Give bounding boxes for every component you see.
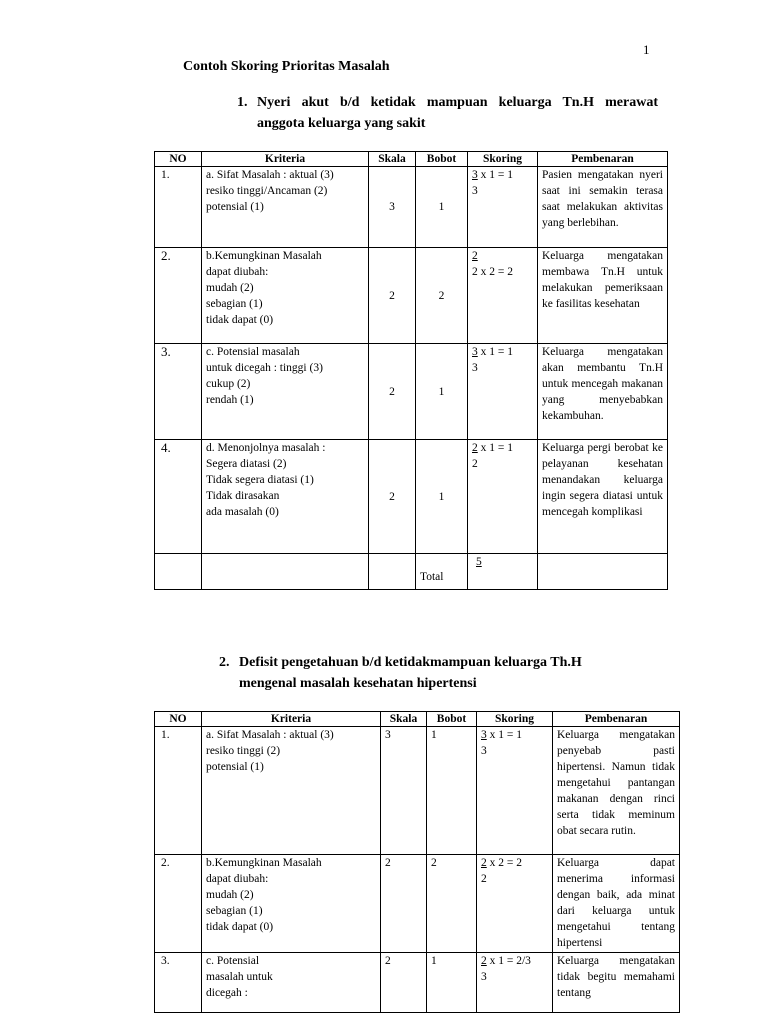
priority-scoring-table-2 (154, 711, 680, 1013)
total-value: 5 (476, 556, 482, 568)
score-formula: x 1 = 1 (477, 442, 513, 454)
row-number: 2. (155, 855, 202, 953)
justification-cell: Keluarga mengatakan akan membantu Tn.H untuk mencegah makanan yang menyebabkan kekambuhan. (538, 344, 668, 440)
header-bobot: Bobot (416, 152, 468, 167)
header-no: NO (155, 712, 202, 727)
score-cell (468, 248, 538, 344)
criteria-line: tidak dapat (0) (206, 314, 274, 326)
score-denominator: 2 (472, 458, 478, 470)
row-number: 1. (155, 727, 202, 855)
score-formula: x 1 = 1 (486, 729, 522, 741)
header-skoring: Skoring (477, 712, 553, 727)
criteria-cell (202, 727, 381, 855)
criteria-line: cukup (2) (206, 378, 251, 390)
scale-value: 2 (381, 953, 427, 1013)
score-numerator: 3 (472, 346, 478, 358)
criteria-line: mudah (2) (206, 889, 254, 901)
row-number: 1. (155, 167, 202, 248)
header-kriteria: Kriteria (202, 152, 369, 167)
score-cell (468, 167, 538, 248)
header-skala: Skala (381, 712, 427, 727)
criteria-line: Tidak dirasakan (206, 490, 280, 502)
row-number: 4. (155, 440, 202, 554)
criteria-line: dapat diubah: (206, 266, 269, 278)
row-number: 3. (155, 344, 202, 440)
priority-scoring-table-1 (154, 151, 668, 590)
criteria-line: a. Sifat Masalah : aktual (3) (206, 169, 334, 181)
weight-value: 1 (427, 727, 477, 855)
header-skala: Skala (369, 152, 416, 167)
section-1-title-line-1: Nyeri akut b/d ketidak mampuan keluarga Tn.H merawat (257, 95, 658, 110)
justification-cell: Keluarga dapat menerima informasi dengan baik, ada minat dari keluarga untuk mengetahui tentang hipertensi (553, 855, 680, 953)
scale-value: 2 (381, 855, 427, 953)
criteria-line: c. Potensial masalah (206, 346, 300, 358)
score-cell (477, 855, 553, 953)
page-number: 1 (643, 42, 650, 57)
empty-cell (155, 554, 202, 590)
row-number: 3. (155, 953, 202, 1013)
total-row (155, 554, 668, 590)
score-denominator: 3 (481, 971, 487, 983)
row-number: 2. (155, 248, 202, 344)
criteria-line: b.Kemungkinan Masalah (206, 250, 322, 262)
criteria-line: masalah untuk (206, 971, 273, 983)
criteria-line: dapat diubah: (206, 873, 269, 885)
header-kriteria: Kriteria (202, 712, 381, 727)
justification-cell: Keluarga mengatakan tidak begitu memahami tentang (553, 953, 680, 1013)
criteria-cell (202, 344, 369, 440)
criteria-line: Segera diatasi (2) (206, 458, 287, 470)
score-numerator: 2 (472, 250, 478, 262)
score-cell (468, 344, 538, 440)
table-row (155, 727, 680, 855)
score-formula: x 1 = 1 (477, 346, 513, 358)
criteria-line: tidak dapat (0) (206, 921, 274, 933)
criteria-line: sebagian (1) (206, 905, 263, 917)
criteria-line: potensial (1) (206, 761, 264, 773)
score-denominator: 2 (481, 873, 487, 885)
section-2-title (219, 652, 659, 694)
justification-cell: Pasien mengatakan nyeri saat ini semakin terasa saat melakukan aktivitas yang berlebihan. (538, 167, 668, 248)
empty-cell (369, 554, 416, 590)
header-skoring: Skoring (468, 152, 538, 167)
justification-cell: Keluarga mengatakan membawa Tn.H untuk melakukan pemeriksaan ke fasilitas kesehatan (538, 248, 668, 344)
score-cell (477, 953, 553, 1013)
criteria-line: potensial (1) (206, 201, 264, 213)
weight-value: 1 (416, 344, 468, 440)
criteria-line: b.Kemungkinan Masalah (206, 857, 322, 869)
table-row (155, 167, 668, 248)
weight-value: 2 (427, 855, 477, 953)
score-cell (468, 440, 538, 554)
header-pembenaran: Pembenaran (553, 712, 680, 727)
table-header-row (155, 152, 668, 167)
score-formula: x 1 = 1 (477, 169, 513, 181)
criteria-line: d. Menonjolnya masalah : (206, 442, 326, 454)
score-denominator: 3 (472, 362, 478, 374)
criteria-line: ada masalah (0) (206, 506, 279, 518)
table-row (155, 855, 680, 953)
score-numerator: 3 (481, 729, 487, 741)
score-formula: x 1 = 2/3 (486, 955, 531, 967)
score-cell (477, 727, 553, 855)
score-numerator: 3 (472, 169, 478, 181)
criteria-line: c. Potensial (206, 955, 260, 967)
total-value-cell (468, 554, 538, 590)
criteria-cell (202, 440, 369, 554)
criteria-line: resiko tinggi (2) (206, 745, 281, 757)
header-no: NO (155, 152, 202, 167)
empty-cell (202, 554, 369, 590)
criteria-line: dicegah : (206, 987, 248, 999)
criteria-line: mudah (2) (206, 282, 254, 294)
header-pembenaran: Pembenaran (538, 152, 668, 167)
section-1-number: 1. (237, 95, 248, 110)
table-row (155, 344, 668, 440)
section-2-title-line-1: Defisit pengetahuan b/d ketidakmampuan keluarga Th.H (239, 655, 582, 670)
scale-value: 2 (369, 248, 416, 344)
scale-value: 2 (369, 344, 416, 440)
table-row (155, 248, 668, 344)
criteria-line: sebagian (1) (206, 298, 263, 310)
criteria-line: Tidak segera diatasi (1) (206, 474, 314, 486)
score-numerator: 2 (481, 857, 487, 869)
criteria-cell (202, 248, 369, 344)
justification-cell: Keluarga mengatakan penyebab pasti hipertensi. Namun tidak mengetahui pantangan makanan dengan rinci serta tidak meminum obat secara rutin. (553, 727, 680, 855)
weight-value: 2 (416, 248, 468, 344)
weight-value: 1 (427, 953, 477, 1013)
section-2-number: 2. (219, 655, 230, 670)
score-denominator: 3 (472, 185, 478, 197)
criteria-line: resiko tinggi/Ancaman (2) (206, 185, 328, 197)
weight-value: 1 (416, 440, 468, 554)
table-row (155, 440, 668, 554)
section-2-title-line-2: mengenal masalah kesehatan hipertensi (239, 676, 477, 691)
score-denominator: 3 (481, 745, 487, 757)
header-bobot: Bobot (427, 712, 477, 727)
score-formula: x 2 = 2 (486, 857, 522, 869)
table-header-row (155, 712, 680, 727)
criteria-cell (202, 167, 369, 248)
table-row (155, 953, 680, 1013)
criteria-line: untuk dicegah : tinggi (3) (206, 362, 323, 374)
criteria-cell (202, 953, 381, 1013)
score-numerator: 2 (481, 955, 487, 967)
empty-cell (538, 554, 668, 590)
scale-value: 3 (369, 167, 416, 248)
score-denominator: 2 x 2 = 2 (472, 266, 513, 278)
criteria-line: a. Sifat Masalah : aktual (3) (206, 729, 334, 741)
criteria-line: rendah (1) (206, 394, 254, 406)
document-title: Contoh Skoring Prioritas Masalah (183, 59, 390, 74)
total-label: Total (416, 554, 468, 590)
score-numerator: 2 (472, 442, 478, 454)
section-1-title-line-2: anggota keluarga yang sakit (257, 116, 426, 131)
scale-value: 2 (369, 440, 416, 554)
scale-value: 3 (381, 727, 427, 855)
justification-cell: Keluarga pergi berobat ke pelayanan kesehatan menandakan keluarga ingin segera diatasi untuk mencegah komplikasi (538, 440, 668, 554)
criteria-cell (202, 855, 381, 953)
section-1-title (237, 92, 658, 134)
weight-value: 1 (416, 167, 468, 248)
